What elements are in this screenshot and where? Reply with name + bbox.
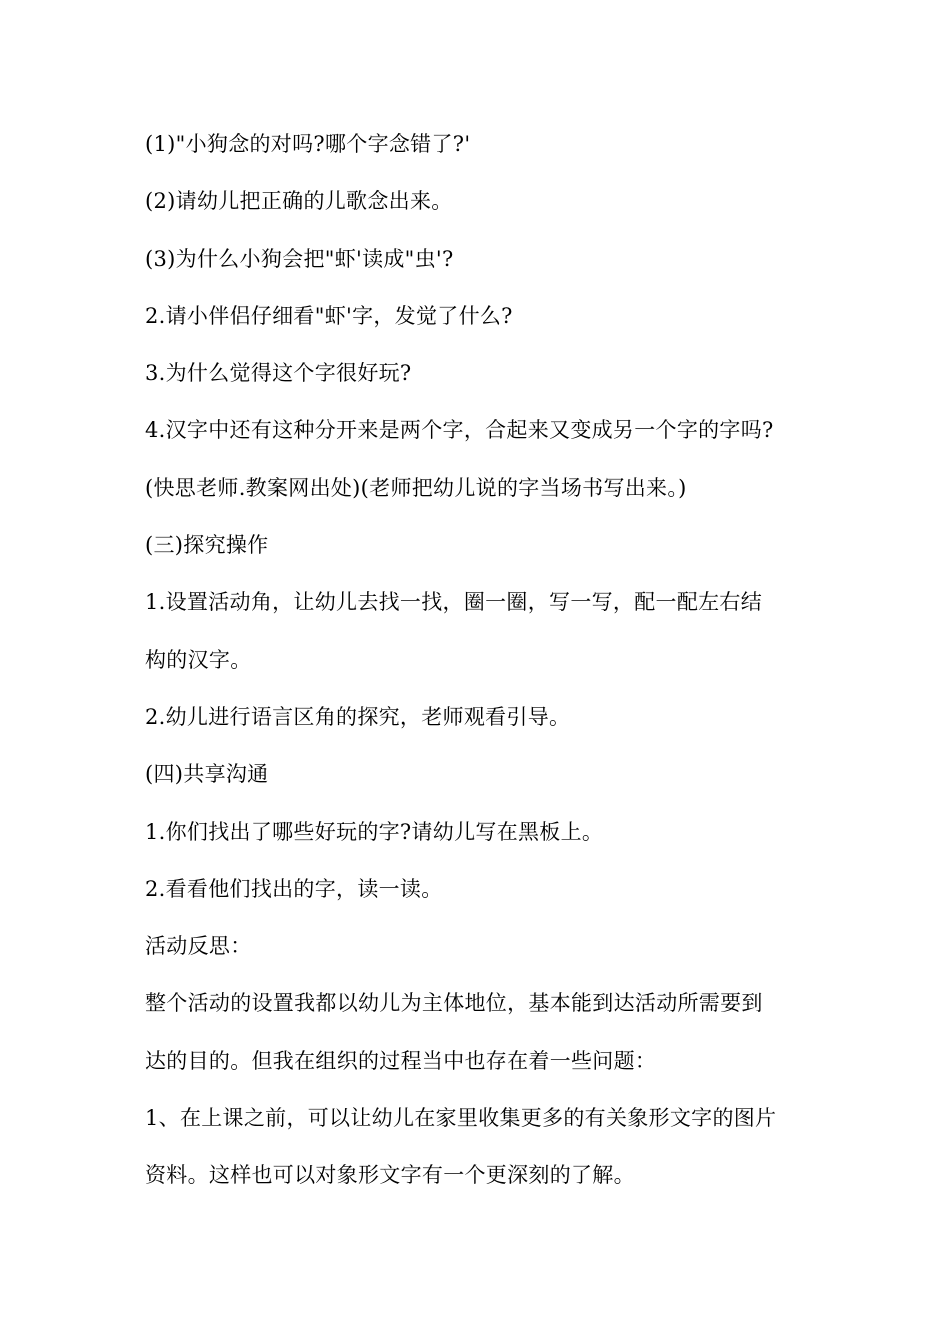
- reflection-heading: 活动反思：: [145, 934, 252, 959]
- reflection-point-1: 1、在上课之前，可以让幼儿在家里收集更多的有关象形文字的图片: [145, 1106, 777, 1131]
- share-step-1: 1.你们找出了哪些好玩的字?请幼儿写在黑板上。: [145, 819, 604, 844]
- reflection-paragraph: 整个活动的设置我都以幼儿为主体地位，基本能到达活动所需要到: [145, 991, 763, 1016]
- source-note: (快思老师.教案网出处)(老师把幼儿说的字当场书写出来。): [145, 475, 687, 500]
- step-2: 2.请小伴侣仔细看"虾'字，发觉了什么?: [145, 303, 513, 328]
- explore-step-1-continued: 构的汉字。: [145, 647, 252, 672]
- reflection-paragraph-continued: 达的目的。但我在组织的过程当中也存在着一些问题：: [145, 1048, 657, 1073]
- question-1: (1)"小狗念的对吗?哪个字念错了?': [145, 132, 471, 156]
- explore-step-2: 2.幼儿进行语言区角的探究，老师观看引导。: [145, 704, 571, 729]
- share-step-2: 2.看看他们找出的字，读一读。: [145, 876, 443, 901]
- step-3: 3.为什么觉得这个字很好玩?: [145, 361, 412, 386]
- section-heading-share: (四)共享沟通: [145, 762, 269, 787]
- question-3: (3)为什么小狗会把"虾'读成"虫'?: [145, 246, 454, 271]
- document-body: [145, 130, 810, 1219]
- step-4: 4.汉字中还有这种分开来是两个字，合起来又变成另一个字的字吗?: [145, 418, 774, 443]
- question-2: (2)请幼儿把正确的儿歌念出来。: [145, 189, 453, 214]
- explore-step-1: 1.设置活动角，让幼儿去找一找，圈一圈，写一写，配一配左右结: [145, 590, 763, 615]
- reflection-point-1-continued: 资料。这样也可以对象形文字有一个更深刻的了解。: [145, 1163, 635, 1188]
- section-heading-explore: (三)探究操作: [145, 533, 269, 558]
